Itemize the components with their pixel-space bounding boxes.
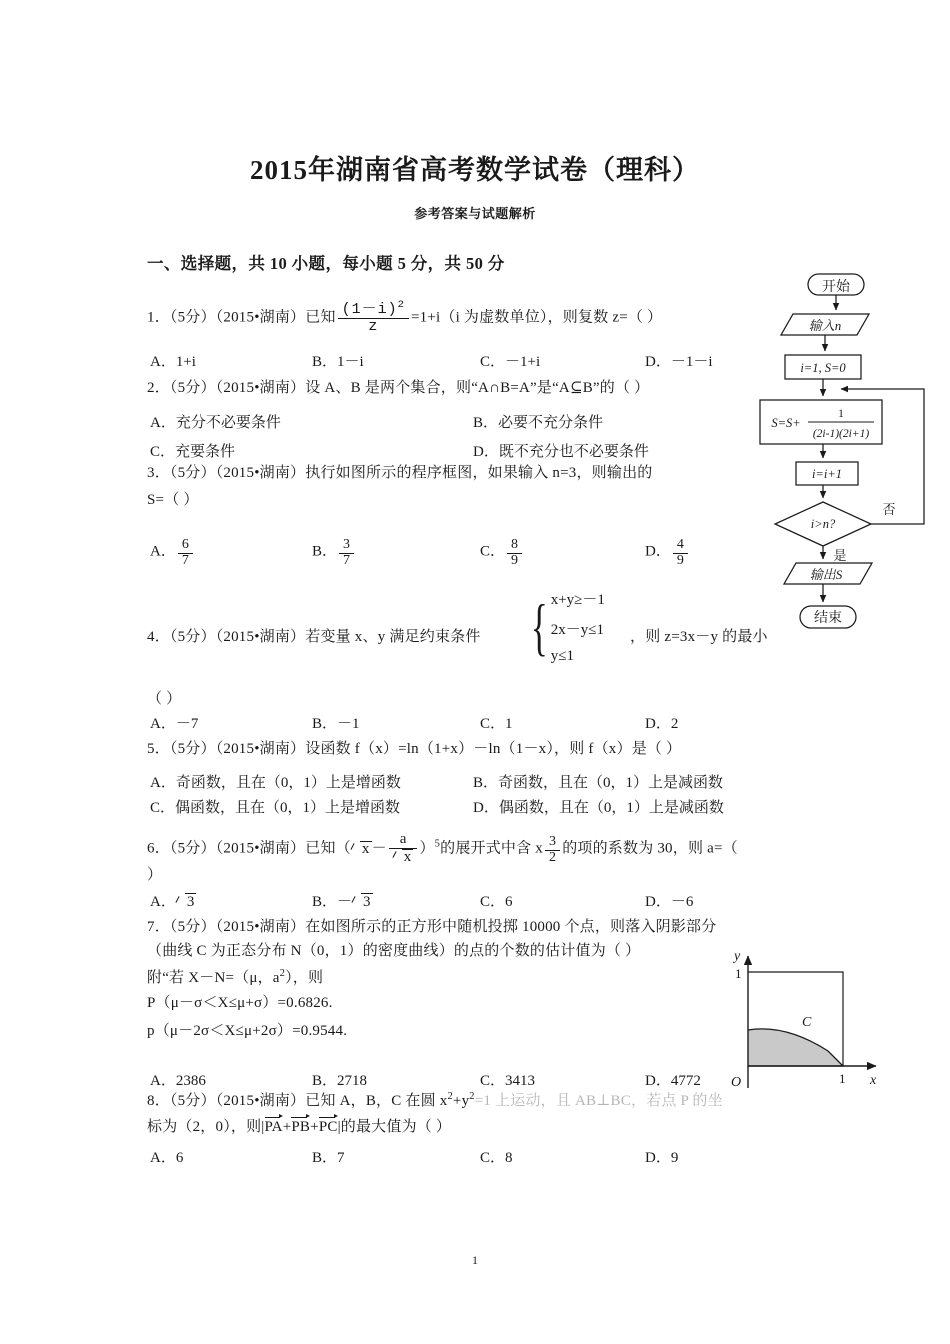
page-number: 1 [472, 1253, 478, 1267]
question-8-stem-line-2: 标为（2，0），则|PA+PB+PC|的最大值为（ ） [147, 1119, 452, 1135]
q5-option-a: A．奇函数，且在（0，1）上是增函数 [150, 775, 401, 791]
flow-node-accumulate-denominator: (2i-1)(2i+1) [812, 428, 870, 440]
q6-option-b: B．－ 3 [312, 894, 371, 910]
flow-node-condition: i>n? [810, 517, 836, 531]
q4-option-b: B．－1 [312, 716, 360, 732]
flow-node-accumulate-lhs: S=S+ [771, 416, 801, 430]
q7-option-d: D．4772 [645, 1073, 701, 1089]
q3-option-a-fraction: $\frac{6}{7}$ [178, 538, 193, 568]
q4-option-c: C．1 [480, 716, 513, 732]
q6-option-a-sqrt: 3 [176, 893, 197, 911]
x-tick-label-1: 1 [839, 1071, 846, 1086]
flow-node-increment: i=i+1 [811, 467, 843, 481]
q1-option-a: A．1+i [150, 354, 196, 370]
vector-pa: PA [264, 1119, 283, 1135]
q4-brace: { [530, 590, 548, 662]
flow-node-accumulate-numerator: 1 [838, 408, 844, 420]
question-7-stem-line-2: （曲线 C 为正态分布 N（0，1）的密度曲线）的点的个数的估计值为（ ） [147, 943, 641, 959]
q7-option-c: C．3413 [480, 1073, 536, 1089]
question-8-stem-line-1: 8．（5分）（2015•湖南）已知 A，B，C 在圆 $x^2+y^2=1$ 上运动，且 AB⊥BC，若点 P 的坐 [147, 1091, 723, 1109]
q8-stem-faded-tail: =1 上运动，且 AB⊥BC，若点 P 的坐 [474, 1093, 723, 1109]
question-3-stem-line-1: 3．（5分）（2015•湖南）执行如图所示的程序框图，如果输入 n=3，则输出的 [147, 465, 653, 481]
q4-constraint-1: x+y≥－1 [550, 592, 605, 608]
q6-sqrt-x: x [351, 841, 372, 857]
q3-option-b-fraction: $\frac{3}{7}$ [339, 538, 354, 568]
q6-power: 5 [434, 838, 441, 850]
q6-paren-close: ） [419, 840, 435, 857]
q5-option-d: D．偶函数，且在（0，1）上是减函数 [473, 800, 724, 816]
q6-fraction: $\frac{a}{x}$ [389, 832, 418, 866]
q8-option-c: C．8 [480, 1150, 513, 1166]
q8-option-b: B．7 [312, 1150, 345, 1166]
q3-option-c [480, 538, 524, 568]
y-axis-label: y [734, 949, 741, 964]
q6-option-d: D．－6 [645, 894, 694, 910]
y-tick-label-1: 1 [735, 966, 742, 981]
question-4-stem-suffix: ，则 z=3x－y 的最小 [630, 629, 768, 645]
flow-node-start: 开始 [822, 280, 850, 295]
question-1-stem [147, 300, 662, 335]
vector-pb: PB [291, 1119, 311, 1135]
section-heading: 一、选择题，共 10 小题，每小题 5 分，共 50 分 [147, 254, 505, 273]
q1-numerator-exponent: 2 [397, 299, 405, 311]
q6-sqrt-denominator: x [393, 849, 414, 866]
q6-stem-suffix: 的项的系数为 30，则 a=（ [562, 840, 738, 857]
q3-option-c-fraction: $\frac{8}{9}$ [507, 538, 522, 568]
q3-option-a-label: A． [150, 543, 176, 560]
q6-option-b-sqrt: 3 [352, 893, 373, 911]
q1-option-c: C．－1+i [480, 354, 541, 370]
curve-label: C [802, 1015, 812, 1030]
q6-minus: － [371, 840, 387, 857]
q1-stem-prefix: 1．（5分）（2015•湖南）已知 [147, 309, 336, 326]
q6-exponent-fraction: $\frac{3}{2}$ [545, 835, 560, 865]
question-6-stem-line-2: ） [147, 867, 163, 883]
q7-option-a: A．2386 [150, 1073, 206, 1089]
normal-distribution-figure [718, 938, 888, 1098]
q4-option-a: A．－7 [150, 716, 199, 732]
question-7-note-line-1: 附“若 X－N=（μ，$a^2$），则 [147, 968, 324, 986]
page-title: 2015年湖南省高考数学试卷（理科） [250, 155, 700, 185]
q3-option-b [312, 538, 356, 568]
flow-branch-no: 否 [882, 502, 896, 517]
q1-numerator: (1－i) [341, 301, 398, 318]
q2-option-b: B．必要不充分条件 [473, 415, 604, 431]
x-axis-label: x [870, 1073, 877, 1088]
origin-label: O [731, 1075, 742, 1090]
q5-option-c: C．偶函数，且在（0，1）上是增函数 [150, 800, 401, 816]
q3-option-d-label: D． [645, 543, 671, 560]
q4-constraint-system [524, 588, 605, 665]
program-flowchart [756, 272, 946, 662]
q3-option-d-fraction: $\frac{4}{9}$ [673, 538, 688, 568]
q3-option-d [645, 538, 690, 568]
question-2-stem: 2．（5分）（2015•湖南）设 A、B 是两个集合，则“A∩B=A”是“A⊆B”的（ ） [147, 380, 650, 396]
q1-denominator: z [368, 317, 379, 335]
q3-option-c-label: C． [480, 543, 506, 560]
flow-node-input: 输入n [808, 318, 842, 333]
q6-option-c: C．6 [480, 894, 513, 910]
question-3-stem-line-2: S=（ ） [147, 492, 199, 508]
q4-constraint-2: 2x－y≤1 [550, 622, 604, 638]
q7-option-b: B．2718 [312, 1073, 368, 1089]
question-7-stem-line-1: 7．（5分）（2015•湖南）在如图所示的正方形中随机投掷 10000 个点，则落入阴影部分 [147, 919, 717, 935]
vector-pc: PC [318, 1119, 338, 1135]
q8-option-d: D．9 [645, 1150, 679, 1166]
q3-option-b-label: B． [312, 543, 338, 560]
q1-option-d: D．－1－i [645, 354, 713, 370]
q4-option-d: D．2 [645, 716, 679, 732]
question-5-stem: 5．（5分）（2015•湖南）设函数 f（x）=ln（1+x）－ln（1－x），则 f（x）是（ ） [147, 741, 682, 757]
q1-option-b: B．1－i [312, 354, 364, 370]
q8-option-a: A．6 [150, 1150, 184, 1166]
q2-option-c: C．充要条件 [150, 444, 236, 460]
flow-branch-yes: 是 [833, 548, 847, 563]
q6-stem-prefix: 6．（5分）（2015•湖南）已知（ [147, 840, 351, 857]
q6-stem-mid: 的展开式中含 x [440, 840, 543, 857]
q1-stem-suffix: =1+i（i 为虚数单位），则复数 z=（ ） [410, 309, 663, 326]
q5-option-b: B．奇函数，且在（0，1）上是减函数 [473, 775, 724, 791]
flow-node-output: 输出S [809, 567, 843, 582]
q2-option-d: D．既不充分也不必要条件 [473, 444, 649, 460]
q1-fraction [338, 300, 409, 335]
question-7-note-line-2: P（μ－σ＜X≤μ+σ）=0.6826. [147, 995, 333, 1011]
question-4-stem-line-2: （ ） [147, 691, 182, 707]
flow-node-init: i=1, S=0 [800, 361, 846, 375]
question-4-stem-prefix: 4．（5分）（2015•湖南）若变量 x、y 满足约束条件 [147, 629, 481, 645]
flow-node-end: 结束 [814, 611, 842, 626]
page-subtitle: 参考答案与试题解析 [414, 206, 536, 221]
question-6-stem [147, 832, 738, 866]
q6-option-a: A． 3 [150, 894, 195, 910]
q2-option-a: A．充分不必要条件 [150, 415, 281, 431]
q4-constraint-3: y≤1 [550, 648, 574, 664]
q3-option-a [150, 538, 195, 568]
question-7-note-line-3: p（μ－2σ＜X≤μ+2σ）=0.9544. [147, 1023, 348, 1039]
